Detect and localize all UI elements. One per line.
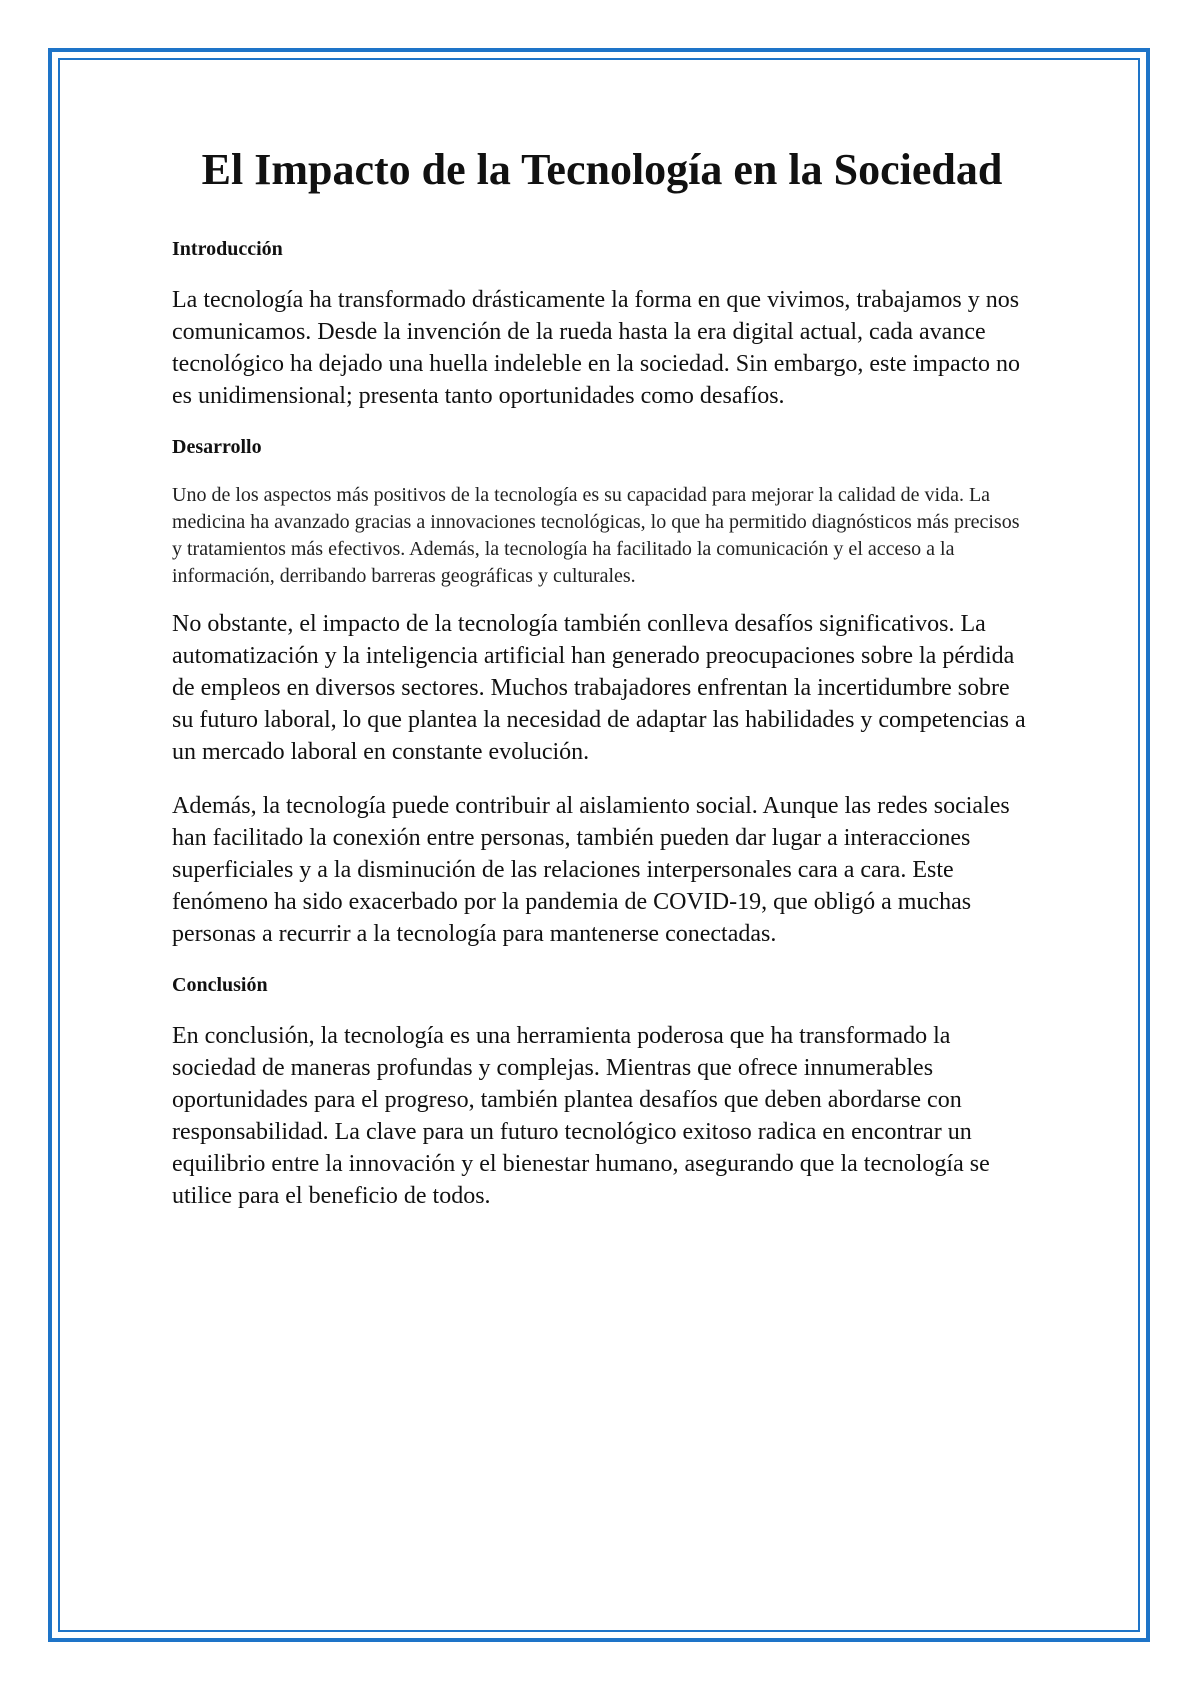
intro-heading: Introducción [172,238,283,260]
development-paragraph-2: No obstante, el impacto de la tecnología también conlleva desafíos significativos. La automatización y la inteligencia artificial han generado preocupaciones sobre la pérdida de empleos en diversos sectores. Muchos trabajadores enfrentan la incertidumbre sobre su futuro laboral, lo que plantea la necesidad de adaptar las habilidades y competencias a un mercado laboral en constante evolución. [172,611,1026,765]
document-title: El Impacto de la Tecnología en la Sociedad [201,145,1003,194]
development-paragraph-3: Además, la tecnología puede contribuir al aislamiento social. Aunque las redes sociales han facilitado la conexión entre personas, también pueden dar lugar a interacciones superficiales y a la disminución de las relaciones interpersonales cara a cara. Este fenómeno ha sido exacerbado por la pandemia de COVID-19, que obligó a muchas personas a recurrir a la tecnología para mantenerse conectadas. [172,793,1010,947]
document-body [172,140,1032,1234]
development-paragraph-1: Uno de los aspectos más positivos de la tecnología es su capacidad para mejorar la calidad de vida. La medicina ha avanzado gracias a innovaciones tecnológicas, lo que ha permitido diagnósticos más precisos y tratamientos más efectivos. Además, la tecnología ha facilitado la comunicación y el acceso a la información, derribando barreras geográficas y culturales. [172,484,1020,587]
conclusion-paragraph: En conclusión, la tecnología es una herramienta poderosa que ha transformado la sociedad de maneras profundas y complejas. Mientras que ofrece innumerables oportunidades para el progreso, también plantea desafíos que deben abordarse con responsabilidad. La clave para un futuro tecnológico exitoso radica en encontrar un equilibrio entre la innovación y el bienestar humano, asegurando que la tecnología se utilice para el beneficio de todos. [172,1023,990,1209]
intro-paragraph: La tecnología ha transformado drásticamente la forma en que vivimos, trabajamos y nos comunicamos. Desde la invención de la rueda hasta la era digital actual, cada avance tecnológico ha dejado una huella indeleble en la sociedad. Sin embargo, este impacto no es unidimensional; presenta tanto oportunidades como desafíos. [172,287,1020,409]
development-heading: Desarrollo [172,436,262,458]
conclusion-heading: Conclusión [172,974,268,996]
